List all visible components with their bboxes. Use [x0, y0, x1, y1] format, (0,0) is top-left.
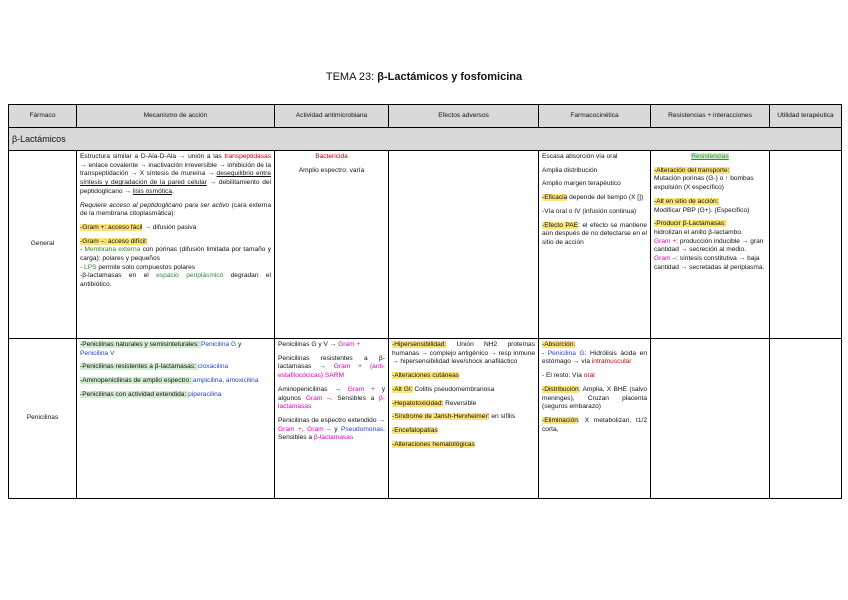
- table-header-row: [9, 105, 842, 128]
- header-farmaco: Fármaco: [9, 105, 77, 128]
- cell-penicilinas-resistencias: [651, 339, 770, 499]
- cell-penicilinas-actividad: Penicilinas G y V → Gram + Penicilinas resistentes a β-lactamasas → Gram + (anti-estafilocócicas) SARM Aminopenicilinas → Gram + y algunos Gram –. Sensibles a β-lactamasas Penicilinas de espectro extendido → Gram +, Gram – y Pseudomonas. Sensibles a β-lactamasas: [275, 339, 389, 499]
- cell-general-farmacocinetica: Escasa absorción vía oral Amplia distribución Amplio margen terapéutico -Eficacia depende del tiempo (X []) -Vía oral o IV (infusión continua) -Efecto PAE: el efecto se mantiene aún después de no detectarse en el sitio de acción: [539, 151, 651, 339]
- page-title: TEMA 23: β-Lactámicos y fosfomicina: [325, 71, 523, 83]
- cell-general-resistencias: Resistencias -Alteración del transporte: Mutación porinas (G-) o ↑ bombas expulsión (X específico) -Alt en sitio de acción: Modificar PBP (G+). (Específico) -Producir β-Lactamasas: hidrolizan el anillo β-lactambo. Gram +: producción inducible → gran cantidad → secreción al medio. Gram –: síntesis constitutiva → baja cantidad → secretadas al periplasma.: [651, 151, 770, 339]
- row-label-general: General: [9, 151, 77, 339]
- section-row: [9, 128, 842, 151]
- cell-general-mecanismo: Estructura similar a D-Ala-D-Ala → unión a las transpeptidasas → enlace covalente → inactivación irreversible → inhibición de la transpeptidación → X síntesis de mureína → desequilibrio entre síntesis y degradación de la pared celular → debilitamiento del peptidoglicano → lisis osmótica. Requiere acceso al peptidoglicano para ser activo (cara externa de la membrana citoplasmática): -Gram +: acceso fácil → difusión pasiva -Gram –: acceso difícil: - Membrana externa con porinas (difusión limitada por tamaño y carga): polares y pequeños - LPS permite solo compuestos polares -β-lactamasas en el espacio periplásmico degradan el antibiótico.: [77, 151, 275, 339]
- cell-penicilinas-farmacocinetica: -Absorción: - Penicilina G: Hidrólisis ácida en estómago → vía intramuscular - El resto: Vía oral -Distribución: Amplia, X BHE (salvo meninges), Cruzan placenta (seguros embarazo) -Eliminación: X metabolizan, t1/2 corta,: [539, 339, 651, 499]
- section-title: β-Lactámicos: [9, 128, 842, 151]
- header-farmacocinetica: Farmacocinética: [539, 105, 651, 128]
- header-utilidad: Utilidad terapéutica: [770, 105, 842, 128]
- row-label-penicilinas: Penicilinas: [9, 339, 77, 499]
- header-resistencias: Resistencias + interacciones: [651, 105, 770, 128]
- pharmacology-table: [8, 104, 842, 499]
- header-actividad: Actividad antimicrobiana: [275, 105, 389, 128]
- cell-general-actividad: Bactericida Amplio espectro: varía: [275, 151, 389, 339]
- table-row-penicilinas: [9, 339, 842, 499]
- cell-penicilinas-utilidad: [770, 339, 842, 499]
- cell-penicilinas-mecanismo: -Penicilinas naturales y semisinteturales: Penicilina G y Penicilina V -Penicilinas resistentes a β-lactamasas: cloxacilina -Aminopenicilinas de amplio espectro: ampicilina, amoxicilina -Penicilinas con actividad extendida: piperacilina: [77, 339, 275, 499]
- cell-general-efectos: [389, 151, 539, 339]
- header-efectos: Efectos adversos: [389, 105, 539, 128]
- cell-general-utilidad: [770, 151, 842, 339]
- table-row-general: [9, 151, 842, 339]
- cell-penicilinas-efectos: -Hipersensibilidad: Unión NH2 proteínas humanas → complejo antigénico → resp inmune → hipersensibilidad leve/shock anafiláctico -Alteraciones cutáneas -Alt GI: Colitis pseudomembranosa -Hepatotoxicidad: Reversible -Síndrome de Jarish-Herxheimer: en sífilis -Encefalopatías -Alteraciones hematológicas: [389, 339, 539, 499]
- header-mecanismo: Mecanismo de acción: [77, 105, 275, 128]
